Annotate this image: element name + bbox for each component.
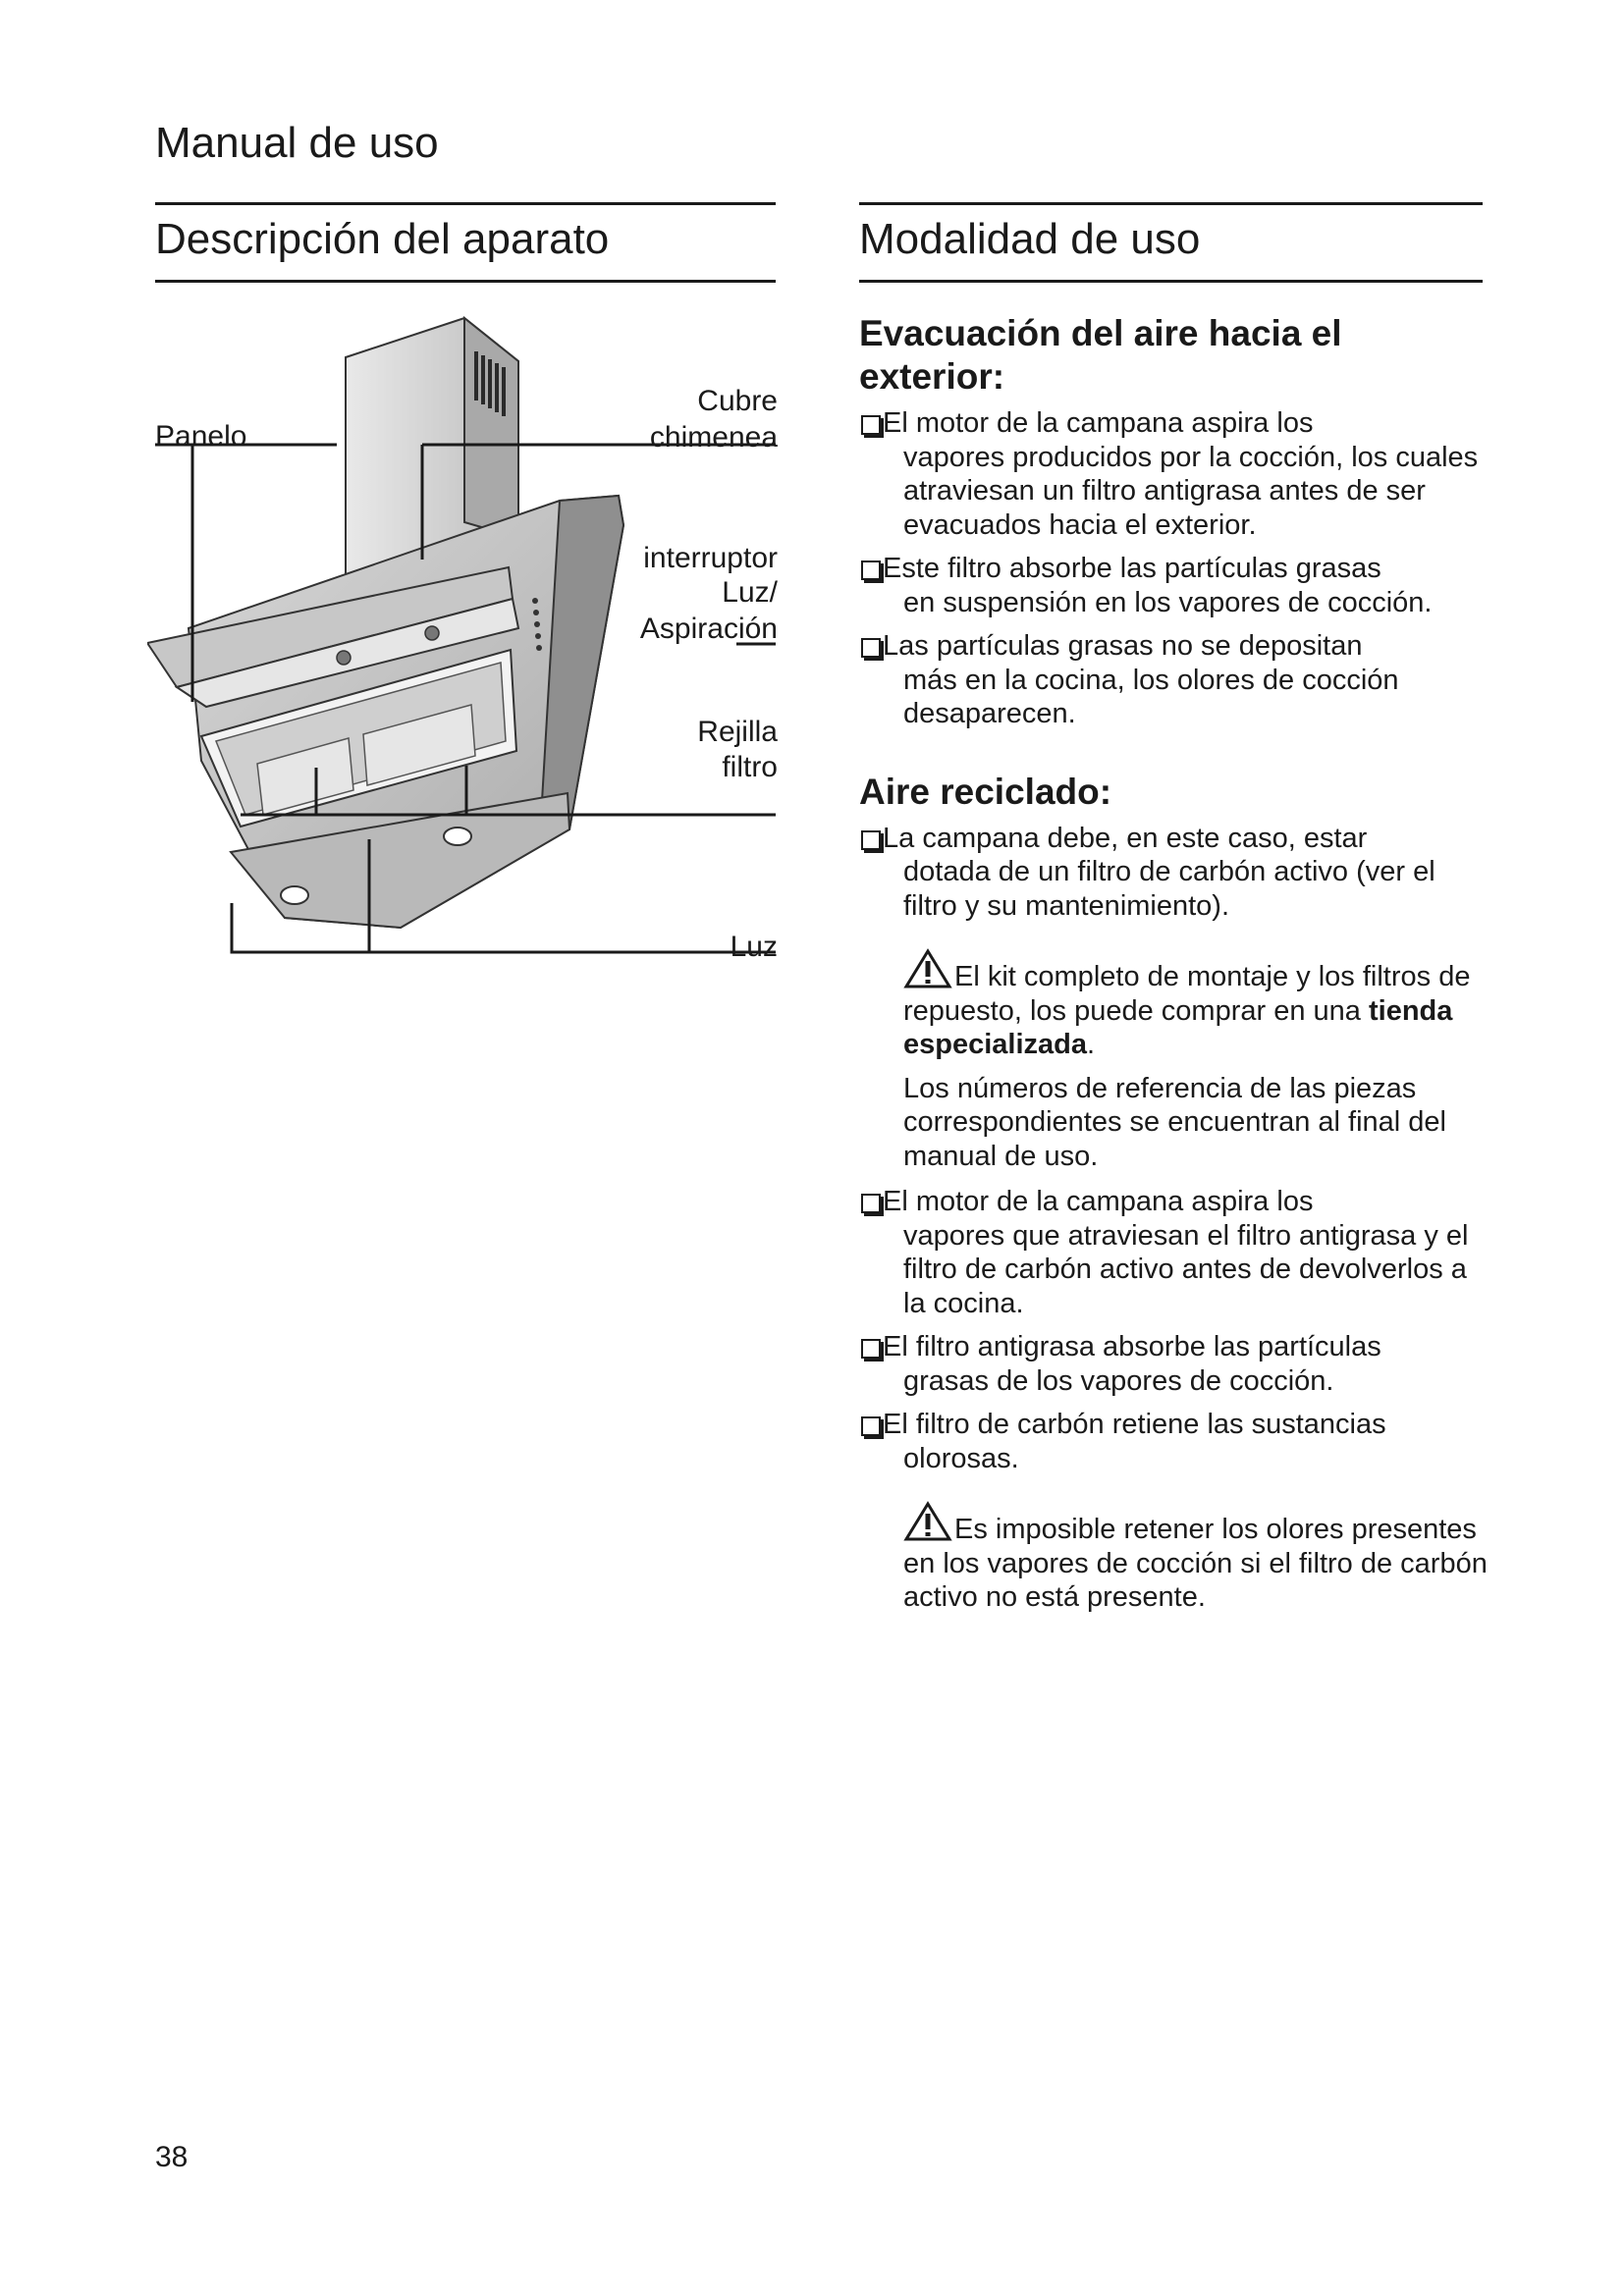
bullet-rest: vapores que atraviesan el filtro antigrasa y el filtro de carbón activo antes de devolverlos a la cocina. (903, 1219, 1469, 1319)
bullet-rest: olorosas. (903, 1442, 1019, 1474)
bullet-item (859, 1408, 1488, 1475)
bullet-first-line: El filtro de carbón retiene las sustancias (883, 1409, 1386, 1440)
bullet-first-line: La campana debe, en este caso, estar (883, 822, 1368, 854)
right-title-bottom-rule (859, 280, 1483, 283)
bullet-first-line: Las partículas grasas no se depositan (883, 630, 1363, 662)
warning-note-end: . (1087, 1029, 1096, 1060)
bullet-item (859, 552, 1488, 619)
bullet-item (859, 629, 1488, 731)
left-title-top-rule (155, 202, 776, 205)
warning-note-text: Es imposible retener los olores presentes en los vapores de cocción si el filtro de carbón activo no está presente. (903, 1514, 1488, 1613)
bullet-item (859, 1185, 1488, 1320)
page-header: Manual de uso (155, 119, 439, 167)
warning-note-text: El kit completo de montaje y los filtros de repuesto, los puede comprar en una (903, 961, 1471, 1027)
warning-note (859, 1501, 1488, 1615)
label-chimenea: chimenea (649, 421, 778, 454)
warning-note (859, 948, 1488, 1062)
label-rejilla: Rejilla (697, 716, 778, 748)
checkbox-bullet-icon (861, 1339, 881, 1359)
reference-paragraph: Los números de referencia de las piezas correspondientes se encuentran al final del manual de uso. (903, 1072, 1446, 1172)
bullet-first-line: El motor de la campana aspira los (883, 407, 1314, 439)
checkbox-bullet-icon (861, 1194, 881, 1213)
bullet-rest: grasas de los vapores de cocción. (903, 1364, 1334, 1397)
bullet-item (859, 822, 1488, 924)
section-title-description: Descripción del aparato (155, 215, 610, 263)
warning-note-bold: tienda especializada (903, 994, 1453, 1060)
label-aspiracion: Aspiración (639, 613, 778, 645)
checkbox-bullet-icon (861, 830, 881, 850)
bullet-first-line: El motor de la campana aspira los (883, 1186, 1314, 1217)
page-number: 38 (155, 2141, 189, 2173)
label-interruptor: interruptor (643, 542, 778, 574)
label-luz-slash: Luz/ (722, 576, 778, 609)
hood-diagram (147, 304, 785, 991)
bullet-item (859, 406, 1488, 542)
section-title-usage: Modalidad de uso (859, 215, 1201, 263)
right-title-top-rule (859, 202, 1483, 205)
bullet-rest: en suspensión en los vapores de cocción. (903, 586, 1433, 618)
checkbox-bullet-icon (861, 415, 881, 435)
bullet-rest: vapores producidos por la cocción, los cuales atraviesan un filtro antigrasa antes de ser evacuados hacia el exterior. (903, 441, 1479, 541)
heading-evacuacion: Evacuación del aire hacia el exterior: (859, 313, 1342, 397)
left-title-bottom-rule (155, 280, 776, 283)
label-filtro: filtro (722, 751, 778, 783)
bullet-item (859, 1330, 1488, 1398)
checkbox-bullet-icon (861, 638, 881, 658)
heading-reciclado: Aire reciclado: (859, 771, 1112, 812)
warning-icon (903, 948, 952, 989)
bullet-first-line: Este filtro absorbe las partículas grasas (883, 553, 1381, 584)
bullet-first-line: El filtro antigrasa absorbe las partículas (883, 1331, 1381, 1362)
usage-content (859, 312, 1488, 1625)
bullet-rest: más en la cocina, los olores de cocción desaparecen. (903, 664, 1399, 729)
bullet-rest: dotada de un filtro de carbón activo (ver el filtro y su mantenimiento). (903, 856, 1435, 922)
hood-illustration (147, 304, 785, 991)
label-panelo: Panelo (155, 420, 247, 453)
warning-icon (903, 1501, 952, 1542)
checkbox-bullet-icon (861, 1416, 881, 1436)
hood-body (147, 496, 623, 928)
checkbox-bullet-icon (861, 561, 881, 580)
label-luz: Luz (730, 931, 778, 963)
label-cubre: Cubre (697, 385, 778, 417)
